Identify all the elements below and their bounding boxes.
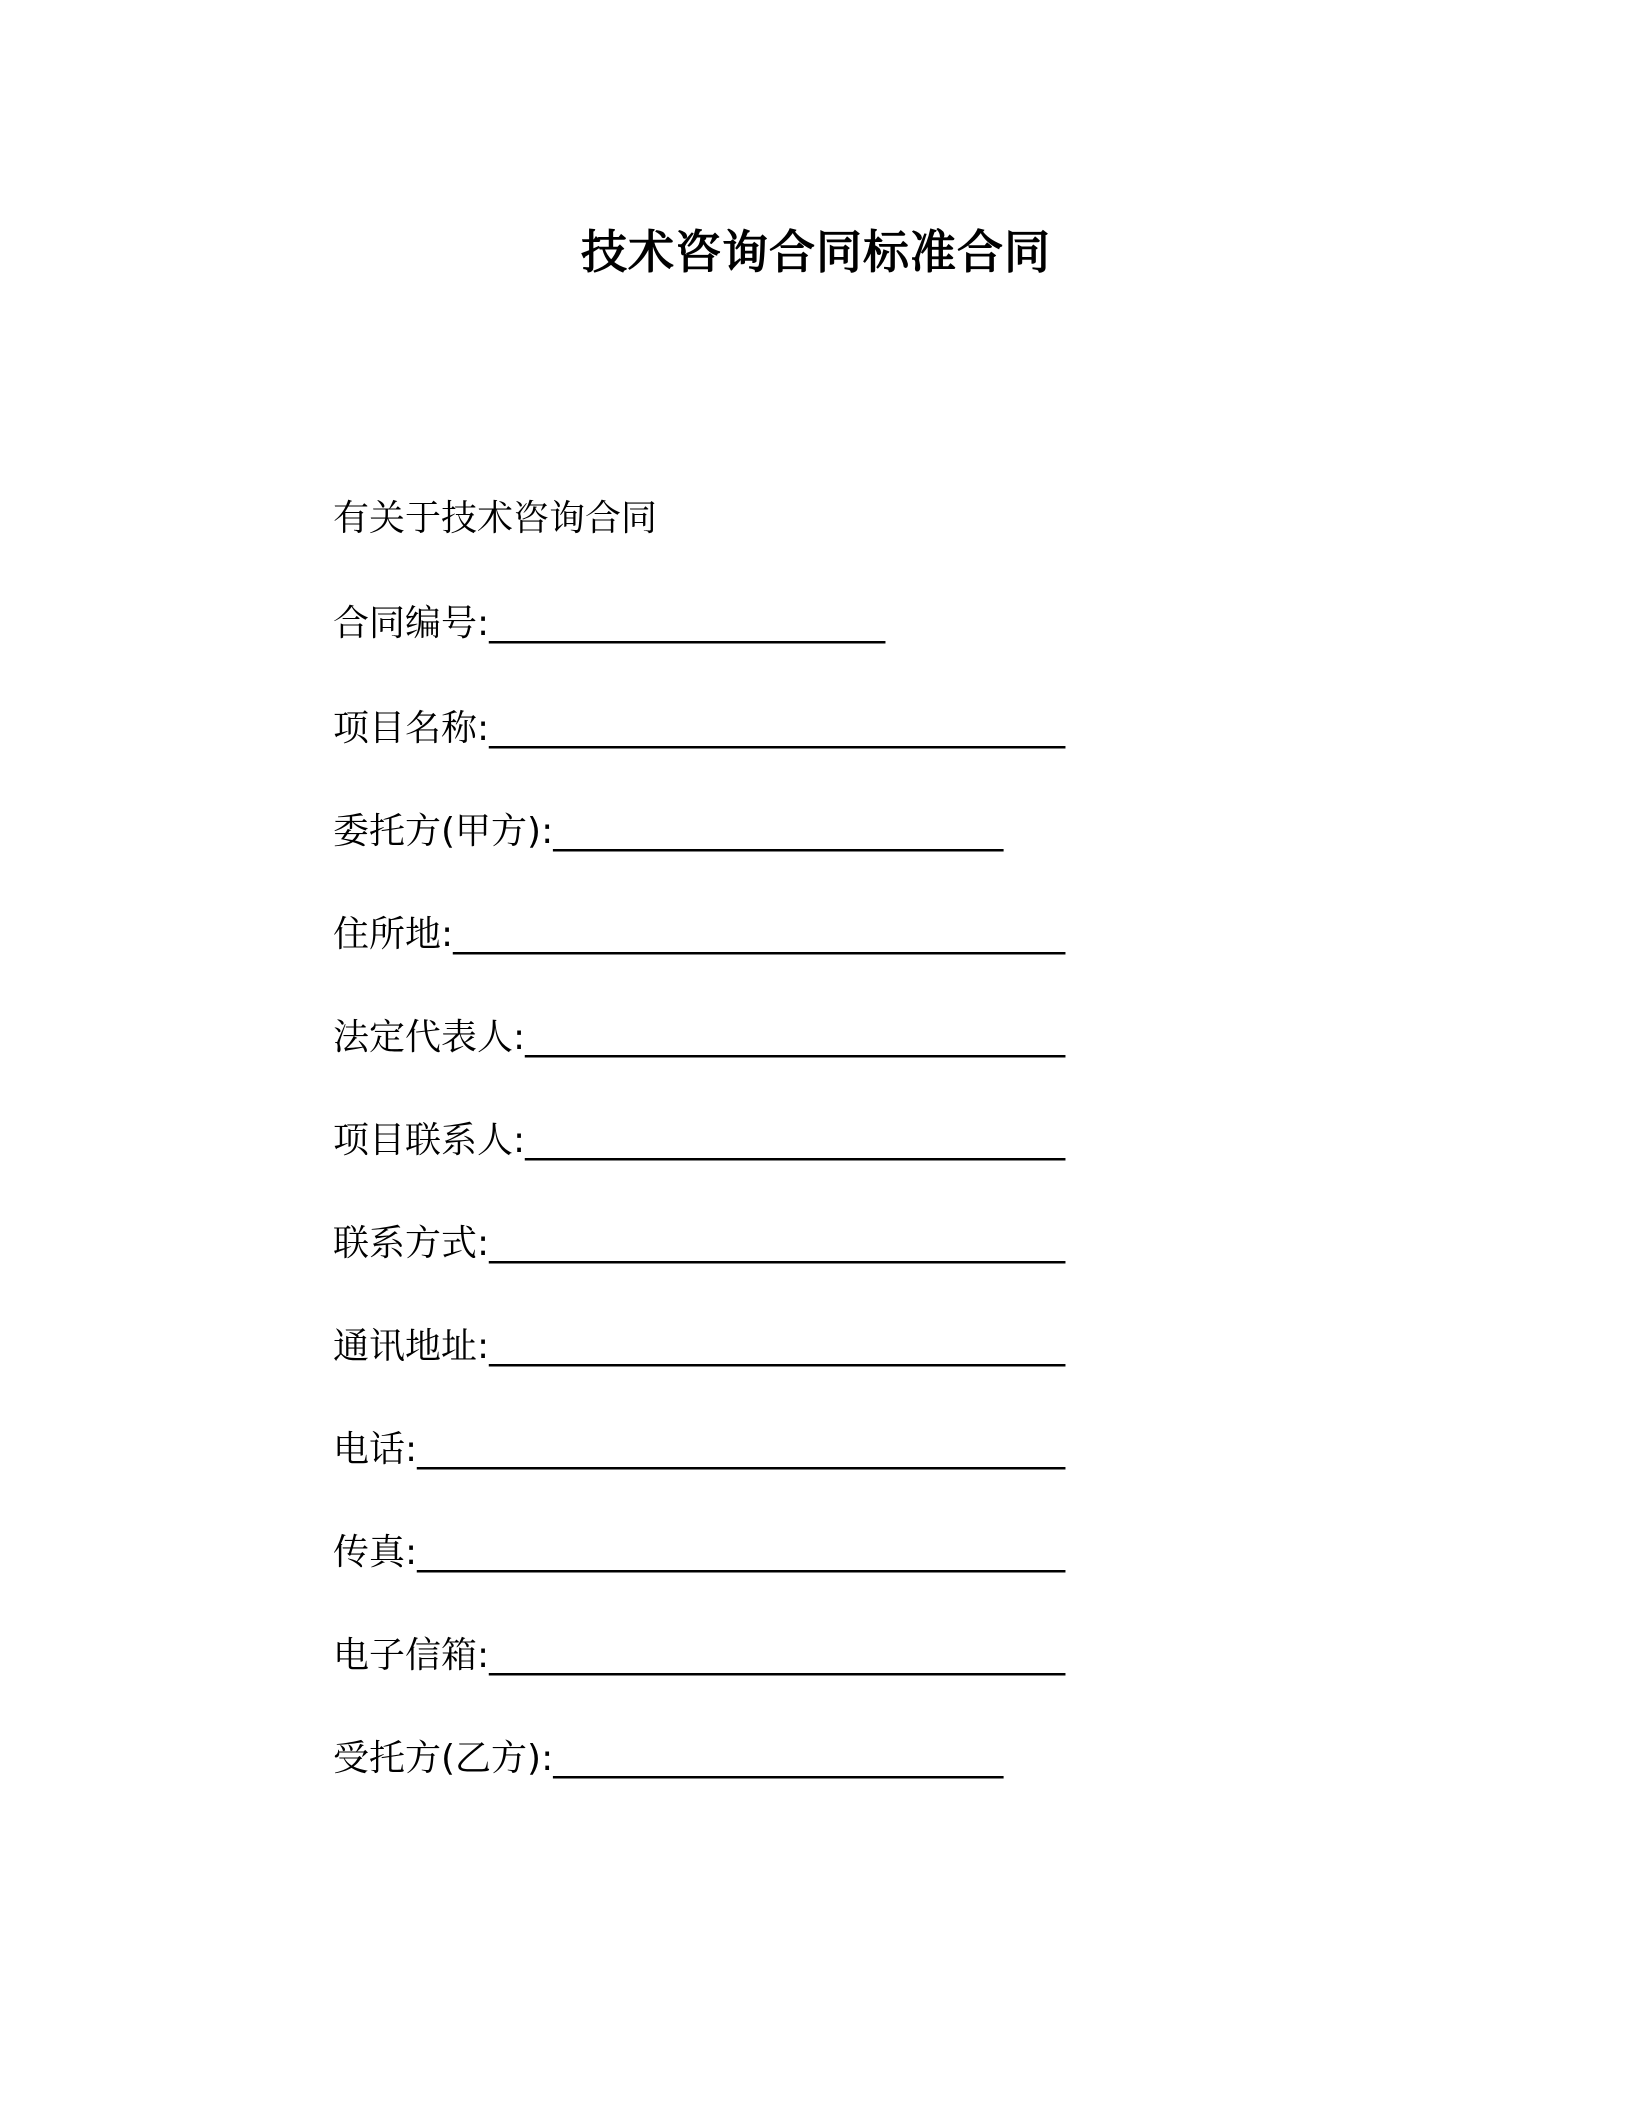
field-domicile: [333, 911, 1065, 959]
blank-line: ____________________________________: [417, 1532, 1066, 1573]
blank-line: ________________________________: [489, 1326, 1066, 1367]
field-contact-method: [333, 1220, 1065, 1268]
blank-line: ______________________________: [525, 1120, 1066, 1161]
field-phone: [333, 1426, 1065, 1474]
blank-line: _________________________: [553, 1738, 1004, 1779]
field-client-party-a: [333, 808, 1003, 856]
field-label: 通讯地址:: [333, 1326, 490, 1367]
field-mailing-address: [333, 1323, 1065, 1371]
field-project-contact: [333, 1117, 1065, 1165]
field-label: 受托方(乙方):: [333, 1738, 554, 1779]
field-email: [333, 1632, 1065, 1680]
field-legal-representative: [333, 1014, 1065, 1062]
field-label: 电子信箱:: [333, 1635, 490, 1676]
blank-line: ____________________________________: [417, 1429, 1066, 1470]
field-project-name: [333, 705, 1065, 753]
blank-line: __________________________________: [453, 914, 1066, 955]
blank-line: ________________________________: [489, 708, 1066, 749]
blank-line: _________________________: [553, 811, 1004, 852]
document-title: 技术咨询合同标准合同: [581, 225, 1051, 279]
field-contract-number: [333, 600, 885, 648]
field-label: 电话:: [333, 1429, 418, 1470]
field-label: 项目联系人:: [333, 1120, 526, 1161]
field-label: 委托方(甲方):: [333, 811, 554, 852]
field-label: 合同编号:: [333, 603, 490, 644]
blank-line: ________________________________: [489, 1223, 1066, 1264]
field-label: 项目名称:: [333, 708, 490, 749]
blank-line: ______________________: [489, 603, 886, 644]
field-label: 联系方式:: [333, 1223, 490, 1264]
field-fax: [333, 1529, 1065, 1577]
blank-line: ______________________________: [525, 1017, 1066, 1058]
document-subtitle: 有关于技术咨询合同: [333, 498, 658, 539]
field-label: 住所地:: [333, 914, 454, 955]
blank-line: ________________________________: [489, 1635, 1066, 1676]
field-trustee-party-b: [333, 1735, 1003, 1783]
field-label: 法定代表人:: [333, 1017, 526, 1058]
field-label: 传真:: [333, 1532, 418, 1573]
